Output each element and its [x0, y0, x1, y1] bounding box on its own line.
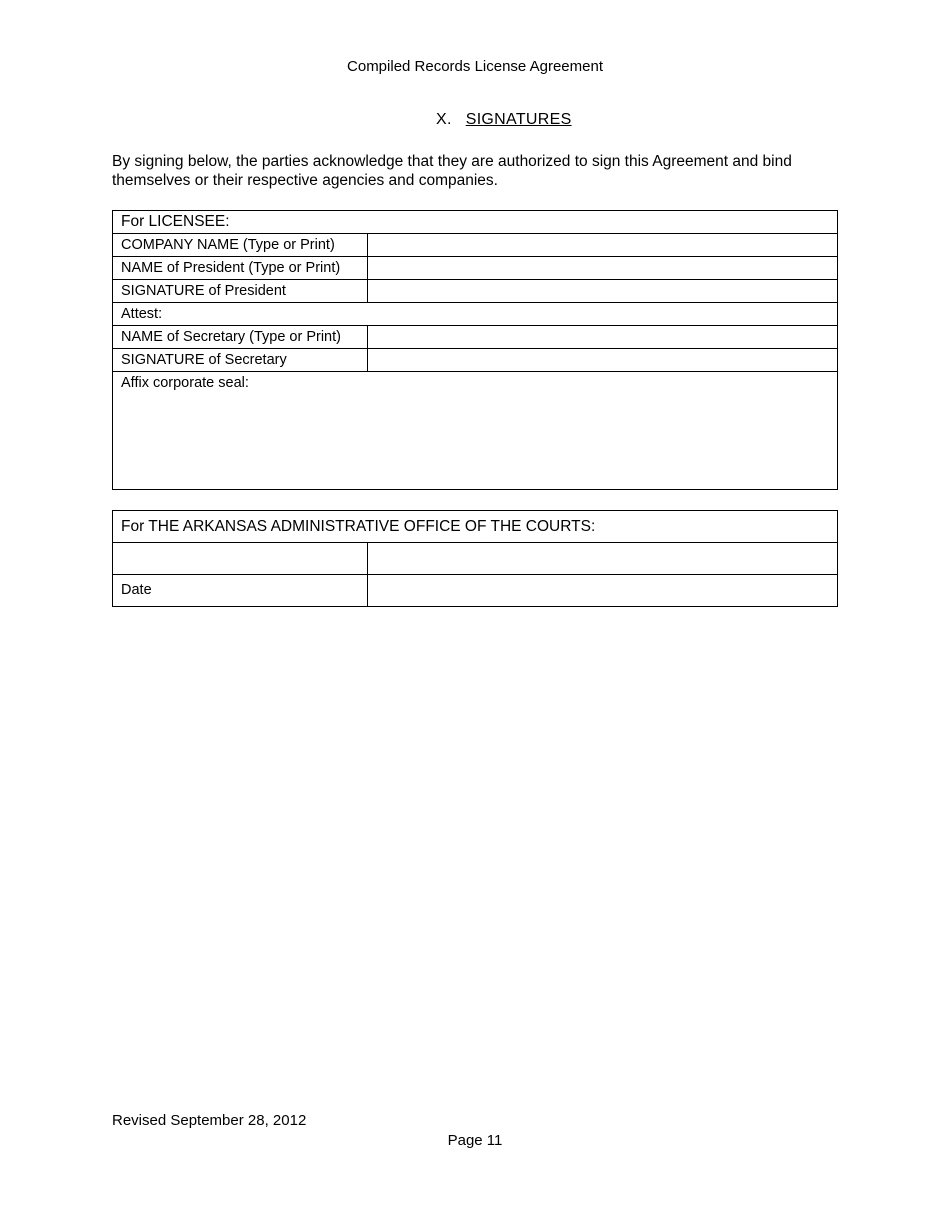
president-signature-field[interactable] — [368, 280, 838, 303]
company-name-label: COMPANY NAME (Type or Print) — [113, 234, 368, 257]
intro-paragraph: By signing below, the parties acknowledge that they are authorized to sign this Agreement and bind themselves or their respective agencies and companies. — [112, 153, 792, 189]
date-label: Date — [113, 575, 368, 607]
section-title: SIGNATURES — [465, 111, 572, 128]
secretary-name-field[interactable] — [368, 326, 838, 349]
page-header: Compiled Records License Agreement — [347, 58, 603, 75]
section-number: X. — [436, 111, 452, 128]
section-heading — [436, 111, 572, 129]
licensee-heading: For LICENSEE: — [113, 211, 838, 234]
date-field[interactable] — [368, 575, 838, 607]
secretary-signature-label: SIGNATURE of Secretary — [113, 349, 368, 372]
secretary-signature-field[interactable] — [368, 349, 838, 372]
secretary-name-label: NAME of Secretary (Type or Print) — [113, 326, 368, 349]
revised-date: Revised September 28, 2012 — [112, 1112, 307, 1129]
president-name-field[interactable] — [368, 257, 838, 280]
licensee-signature-table — [112, 210, 838, 490]
attest-label: Attest: — [113, 303, 838, 326]
president-name-label: NAME of President (Type or Print) — [113, 257, 368, 280]
aoc-heading: For THE ARKANSAS ADMINISTRATIVE OFFICE OF THE COURTS: — [113, 511, 838, 543]
aoc-signature-table — [112, 510, 838, 607]
aoc-signature-field[interactable] — [368, 543, 838, 575]
president-signature-label: SIGNATURE of President — [113, 280, 368, 303]
page-number: Page 11 — [447, 1132, 503, 1149]
corporate-seal-area[interactable]: Affix corporate seal: — [113, 372, 838, 490]
aoc-signer-field[interactable] — [113, 543, 368, 575]
company-name-field[interactable] — [368, 234, 838, 257]
